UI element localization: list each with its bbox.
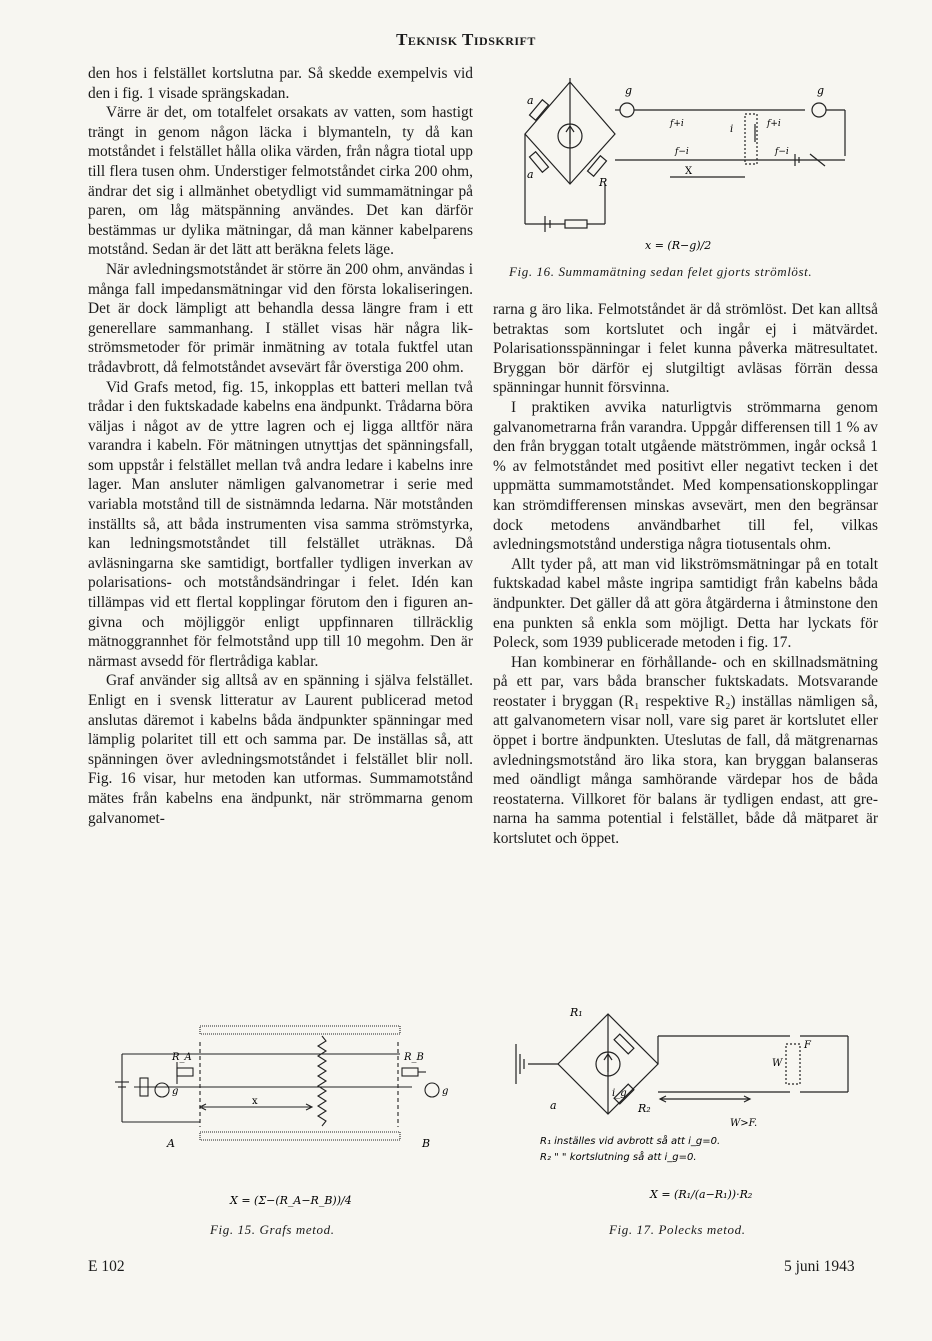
fig17-note-2: R₂ " " kortslutning så att i_g=0. bbox=[540, 1152, 697, 1163]
fig16-label-r: R bbox=[599, 176, 608, 189]
figure-17-diagram bbox=[510, 1004, 870, 1214]
figure-15-diagram bbox=[112, 1022, 472, 1212]
fig16-label-fi: f+i bbox=[670, 119, 684, 129]
paragraph: I praktiken avvika naturligtvis strömmarna genom galvanometrarna från varandra. Uppgår differensen till 1 % av den från bryggan totalt utgående mätströmmen, ingår också 1 % av felmotståndet med positivt eller negativt tecken i det uppmätta summamotståndet. Med kompensationskopplingar kan strömdifferensen minskas avsevärt, men den begränsar dock metodens användbarhet till fel, vilkas avledningsmotstånd understiga några tiotusentals ohm. bbox=[493, 398, 878, 554]
fig16-label-fi-right: f+i bbox=[767, 119, 781, 129]
fig15-label-x: x bbox=[252, 1096, 258, 1107]
fig17-label-r2: R₂ bbox=[638, 1102, 651, 1115]
paragraph: Värre är det, om totalfelet orsakats av vatten, som hastigt trängt in genom någon läcka i blymanteln, ty då kan motståndet i felstället hålla olika värden, från några tiotal upp till flera tusen ohm. Understiger felmotståndet cirka 200 ohm, ändrar det sig i allmänhet obetydligt vid summamätningar på paren, om låg mätspänning användes. Det kan därför bestämmas ur dylika mätningar, då man känner kabelparens motstånd. Sedan är det lätt att beräkna felets läge. bbox=[88, 104, 473, 259]
fig15-label-rb: R_B bbox=[404, 1052, 424, 1063]
paragraph: Allt tyder på, att man vid likströmsmätningar på en totalt fuktskadad kabel måste ingripa samtidigt från kabelns båda ändpunkter. Det gäller då att göra åtgärderna i åtminstone den ena punkten så enkla som möjligt. Detta har lyckats för Poleck, som 1939 publicerade metoden i fig. 17. bbox=[493, 555, 878, 652]
fig17-label-r1: R₁ bbox=[570, 1006, 583, 1019]
left-column bbox=[88, 64, 473, 828]
fig15-label-b: B bbox=[422, 1137, 431, 1150]
fig15-label-a: A bbox=[167, 1137, 175, 1150]
issue-date: 5 juni 1943 bbox=[784, 1258, 855, 1275]
fig17-label-wf: W>F. bbox=[730, 1118, 758, 1129]
paragraph: rarna g äro lika. Felmotståndet är då strömlöst. Det kan alltså betraktas som kortslutet och ingår ej i mätvärdet. Polarisationsspänningar i felet kunna påverka mätresultatet. Bryggan bör därför ej slutgiltigt avläsas förrän dessa spänningar hunnit försvinna. bbox=[493, 301, 878, 397]
fig16-label-g-right: g bbox=[817, 84, 825, 97]
figure-17 bbox=[510, 1004, 870, 1214]
figure-16-diagram bbox=[505, 74, 865, 274]
right-column bbox=[493, 300, 878, 849]
journal-title: Teknisk Tidskrift bbox=[396, 30, 536, 49]
paragraph: den hos i felstället kortslutna par. Så skedde exempelvis vid den i fig. 1 visade sprängskadan. bbox=[88, 65, 473, 102]
fig15-label-g-left: g bbox=[172, 1086, 179, 1097]
figure-17-caption: Fig. 17. Polecks metod. bbox=[609, 1222, 746, 1237]
fig15-label-g-right: g bbox=[442, 1086, 449, 1097]
paragraph: Vid Grafs metod, fig. 15, inkopplas ett batteri mellan två trådar i den fuktskadade kabelns ena ändpunkt. Trådarna böra väljas i något av de yttre lagren och ej ligga alltför nära varandra i kabeln. För mätningen utnyttjas det spänningsfall, som uppstår i felstället mellan två andra ledare i kabelns inre lager. Man ansluter nämligen galvanometrar i serie med variabla motstånd till de sistnämnda ledarna. När motstånden inställts så, att båda instrumenten visa samma strömstyrka, kan ledningsmotståndet till felstället uträknas. Då avläsningarna ske samtidigt, bortfaller tydligen inverkan av polarisations- och motståndsändringar i felet. Idén kan tillämpas vid ett flertal kopplingar förutom den i figuren angivna och möjliggör enligt uppfinnaren tillräcklig mätnoggrannhet för felmotstånd upp till 10 megohm. Den är närmast avsedd för flertrådiga kablar. bbox=[88, 378, 473, 670]
fig17-label-w: W bbox=[772, 1058, 783, 1069]
fig17-label-a: a bbox=[550, 1099, 557, 1112]
fig16-label-fmi-right: f−i bbox=[775, 147, 789, 157]
fig17-label-f: F bbox=[804, 1040, 811, 1051]
paragraph: När avledningsmotståndet är större än 200 ohm, användas i många fall impedansmätningar vid den första lokaliseringen. Det är dock lämpligt att behandla dessa längre fram i ett generellare sammanhang. I stället visas här några likströmsmetoder för primär inmätning av totala fuktfel utan trådavbrott, då felmotståndet avsevärt får överstiga 200 ohm. bbox=[88, 260, 473, 376]
paragraph: Han kombinerar en förhållande- och en skillnadsmätning på ett par, vars båda branscher fuktskadats. Motsvarande reostater i bryggan (R₁ respektive R₂) inställas nämligen så, att galvanometern visar noll, vare sig paret är kortslutet eller öppet i bortre ändpunkten. Uteslutas de fall, då mätgrenarnas avledningsmotstånd äro lika stora, kan bryggan balanseras med oändligt många samhörande värdepar hos de båda reostaterna. Villkoret för balans är tydligen endast, att grenarna ha samma potential i felstället, både då mätparet är kortslutet och öppet. bbox=[493, 653, 878, 848]
fig16-label-a-bottom: a bbox=[527, 168, 534, 181]
fig17-formula: X = (R₁/(a−R₁))·R₂ bbox=[650, 1188, 753, 1201]
figure-15-caption: Fig. 15. Grafs metod. bbox=[210, 1222, 335, 1237]
figure-16 bbox=[505, 74, 865, 274]
fig16-formula: x = (R−g)/2 bbox=[645, 239, 712, 252]
fig17-label-ig: i_g bbox=[612, 1088, 627, 1099]
fig16-label-a-top: a bbox=[527, 94, 534, 107]
fig16-label-x: X bbox=[685, 166, 693, 177]
fig16-label-fmi: f−i bbox=[675, 147, 689, 157]
fig16-label-g-left: g bbox=[625, 84, 633, 97]
fig15-label-ra: R_A bbox=[172, 1052, 192, 1063]
page-number: E 102 bbox=[88, 1258, 125, 1275]
fig15-formula: X = (Σ−(R_A−R_B))/4 bbox=[230, 1194, 352, 1207]
figure-16-caption: Fig. 16. Summamätning sedan felet gjorts strömlöst. bbox=[509, 264, 813, 279]
figure-15 bbox=[112, 1022, 472, 1212]
paragraph: Graf använder sig alltså av en spänning i själva felstället. Enligt en i svensk litteratur av Laurent publicerad metod anslutas däremot i kabelns båda ändpunkter spänningar med lämplig polaritet till ett och samma par. De inställas så, att spänningen över avledningsmotståndet i felstället blir noll. Fig. 16 visar, hur metoden kan utformas. Summamotstånd mätes från kabelns ena ändpunkt, när strömmarna genom galvanomet- bbox=[88, 672, 473, 827]
fig16-label-i: i bbox=[730, 124, 734, 135]
fig17-note-1: R₁ inställes vid avbrott så att i_g=0. bbox=[540, 1136, 721, 1147]
